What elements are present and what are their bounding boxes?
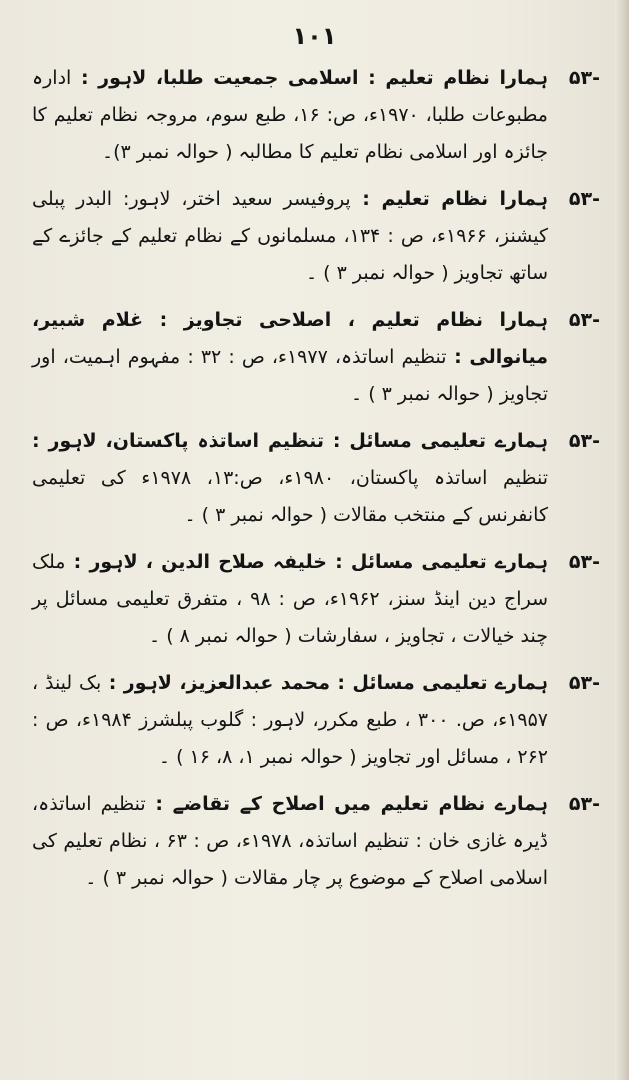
bibliography-entry (32, 181, 600, 292)
entry-text: ادارہ مطبوعات طلبا، ۱۹۷۰ء، ص: ۱۶، طبع سوم، مروجہ نظام تعلیم کا جائزہ اور اسلامی نظام تعلیم کا مطالبہ ( حوالہ نمبر ۳)۔ (32, 67, 548, 163)
entry-body (32, 544, 548, 655)
entry-text: تنظیم اساتذہ پاکستان، ۱۹۸۰ء، ص:۱۳، ۱۹۷۸ء کی تعلیمی کانفرنس کے منتخب مقالات ( حوالہ نمبر ۳ ) ۔ (32, 467, 549, 526)
entry-text: پروفیسر سعید اختر، لاہور: البدر پبلی کیشنز، ۱۹۶۶ء، ص : ۱۳۴، مسلمانوں کے نظام تعلیم کے جائزے کے ساتھ تجاویز ( حوالہ نمبر ۳ ) ۔ (32, 188, 548, 284)
page-number: ۱۰۱ (292, 22, 337, 50)
entry-title: ہمارا نظام تعلیم ، اصلاحی تجاویز : غلام شبیر، میانوالی : (32, 309, 548, 368)
bibliography-entry (32, 786, 600, 897)
entry-body (32, 181, 548, 292)
entry-number: -۵۳ (568, 430, 600, 452)
page-fold-shadow (615, 0, 629, 1080)
entry-number: -۵۳ (568, 309, 600, 331)
entry-title: ہمارا نظام تعلیم : اسلامی جمعیت طلبا، لاہور : (71, 67, 548, 89)
entry-body (32, 60, 548, 171)
entry-title: ہمارے تعلیمی مسائل : خلیفہ صلاح الدین ، لاہور : (65, 551, 548, 573)
bibliography-entry (32, 302, 600, 413)
bibliography-entry (32, 423, 600, 534)
entry-body (32, 423, 548, 534)
entry-title: ہمارا نظام تعلیم : (350, 188, 548, 210)
entry-text: بک لینڈ ، ۱۹۵۷ء، ص. ۳۰۰ ، طبع مکرر، لاہور : گلوب پبلشرز ۱۹۸۴ء، ص : ۲۶۲ ، مسائل اور تجاویز ( حوالہ نمبر ۱، ۸، ۱۶ ) ۔ (32, 672, 549, 768)
entry-text: تنظیم اساتذہ، ۱۹۷۷ء، ص : ۳۲ : مفہوم اہمیت، اور تجاویز ( حوالہ نمبر ۳ ) ۔ (32, 346, 548, 405)
entry-body (32, 302, 548, 413)
bibliography-list (32, 60, 600, 907)
entry-title: ہمارے تعلیمی مسائل : تنظیم اساتذہ پاکستان، لاہور : (32, 430, 548, 452)
entry-title: ہمارے تعلیمی مسائل : محمد عبدالعزیز، لاہور : (101, 672, 548, 694)
entry-body (32, 786, 548, 897)
bibliography-entry (32, 544, 600, 655)
entry-body (32, 665, 548, 776)
entry-number: -۵۳ (568, 793, 600, 815)
entry-number: -۵۳ (568, 551, 600, 573)
entry-text: ملک سراج دین اینڈ سنز، ۱۹۶۲ء، ص : ۹۸ ، متفرق تعلیمی مسائل پر چند خیالات ، تجاویز ، سفارشات ( حوالہ نمبر ۸ ) ۔ (32, 551, 548, 647)
bibliography-entry (32, 665, 600, 776)
entry-number: -۵۳ (568, 67, 600, 89)
entry-title: ہمارے نظام تعلیم میں اصلاح کے تقاضے : (145, 793, 549, 815)
entry-number: -۵۳ (568, 188, 600, 210)
bibliography-entry (32, 60, 600, 171)
entry-number: -۵۳ (568, 672, 600, 694)
entry-text: تنظیم اساتذہ، ڈیرہ غازی خان : تنظیم اساتذہ، ۱۹۷۸ء، ص : ۶۳ ، نظام تعلیم کی اسلامی اصلاح کے موضوع پر چار مقالات ( حوالہ نمبر ۳ ) ۔ (32, 793, 548, 889)
